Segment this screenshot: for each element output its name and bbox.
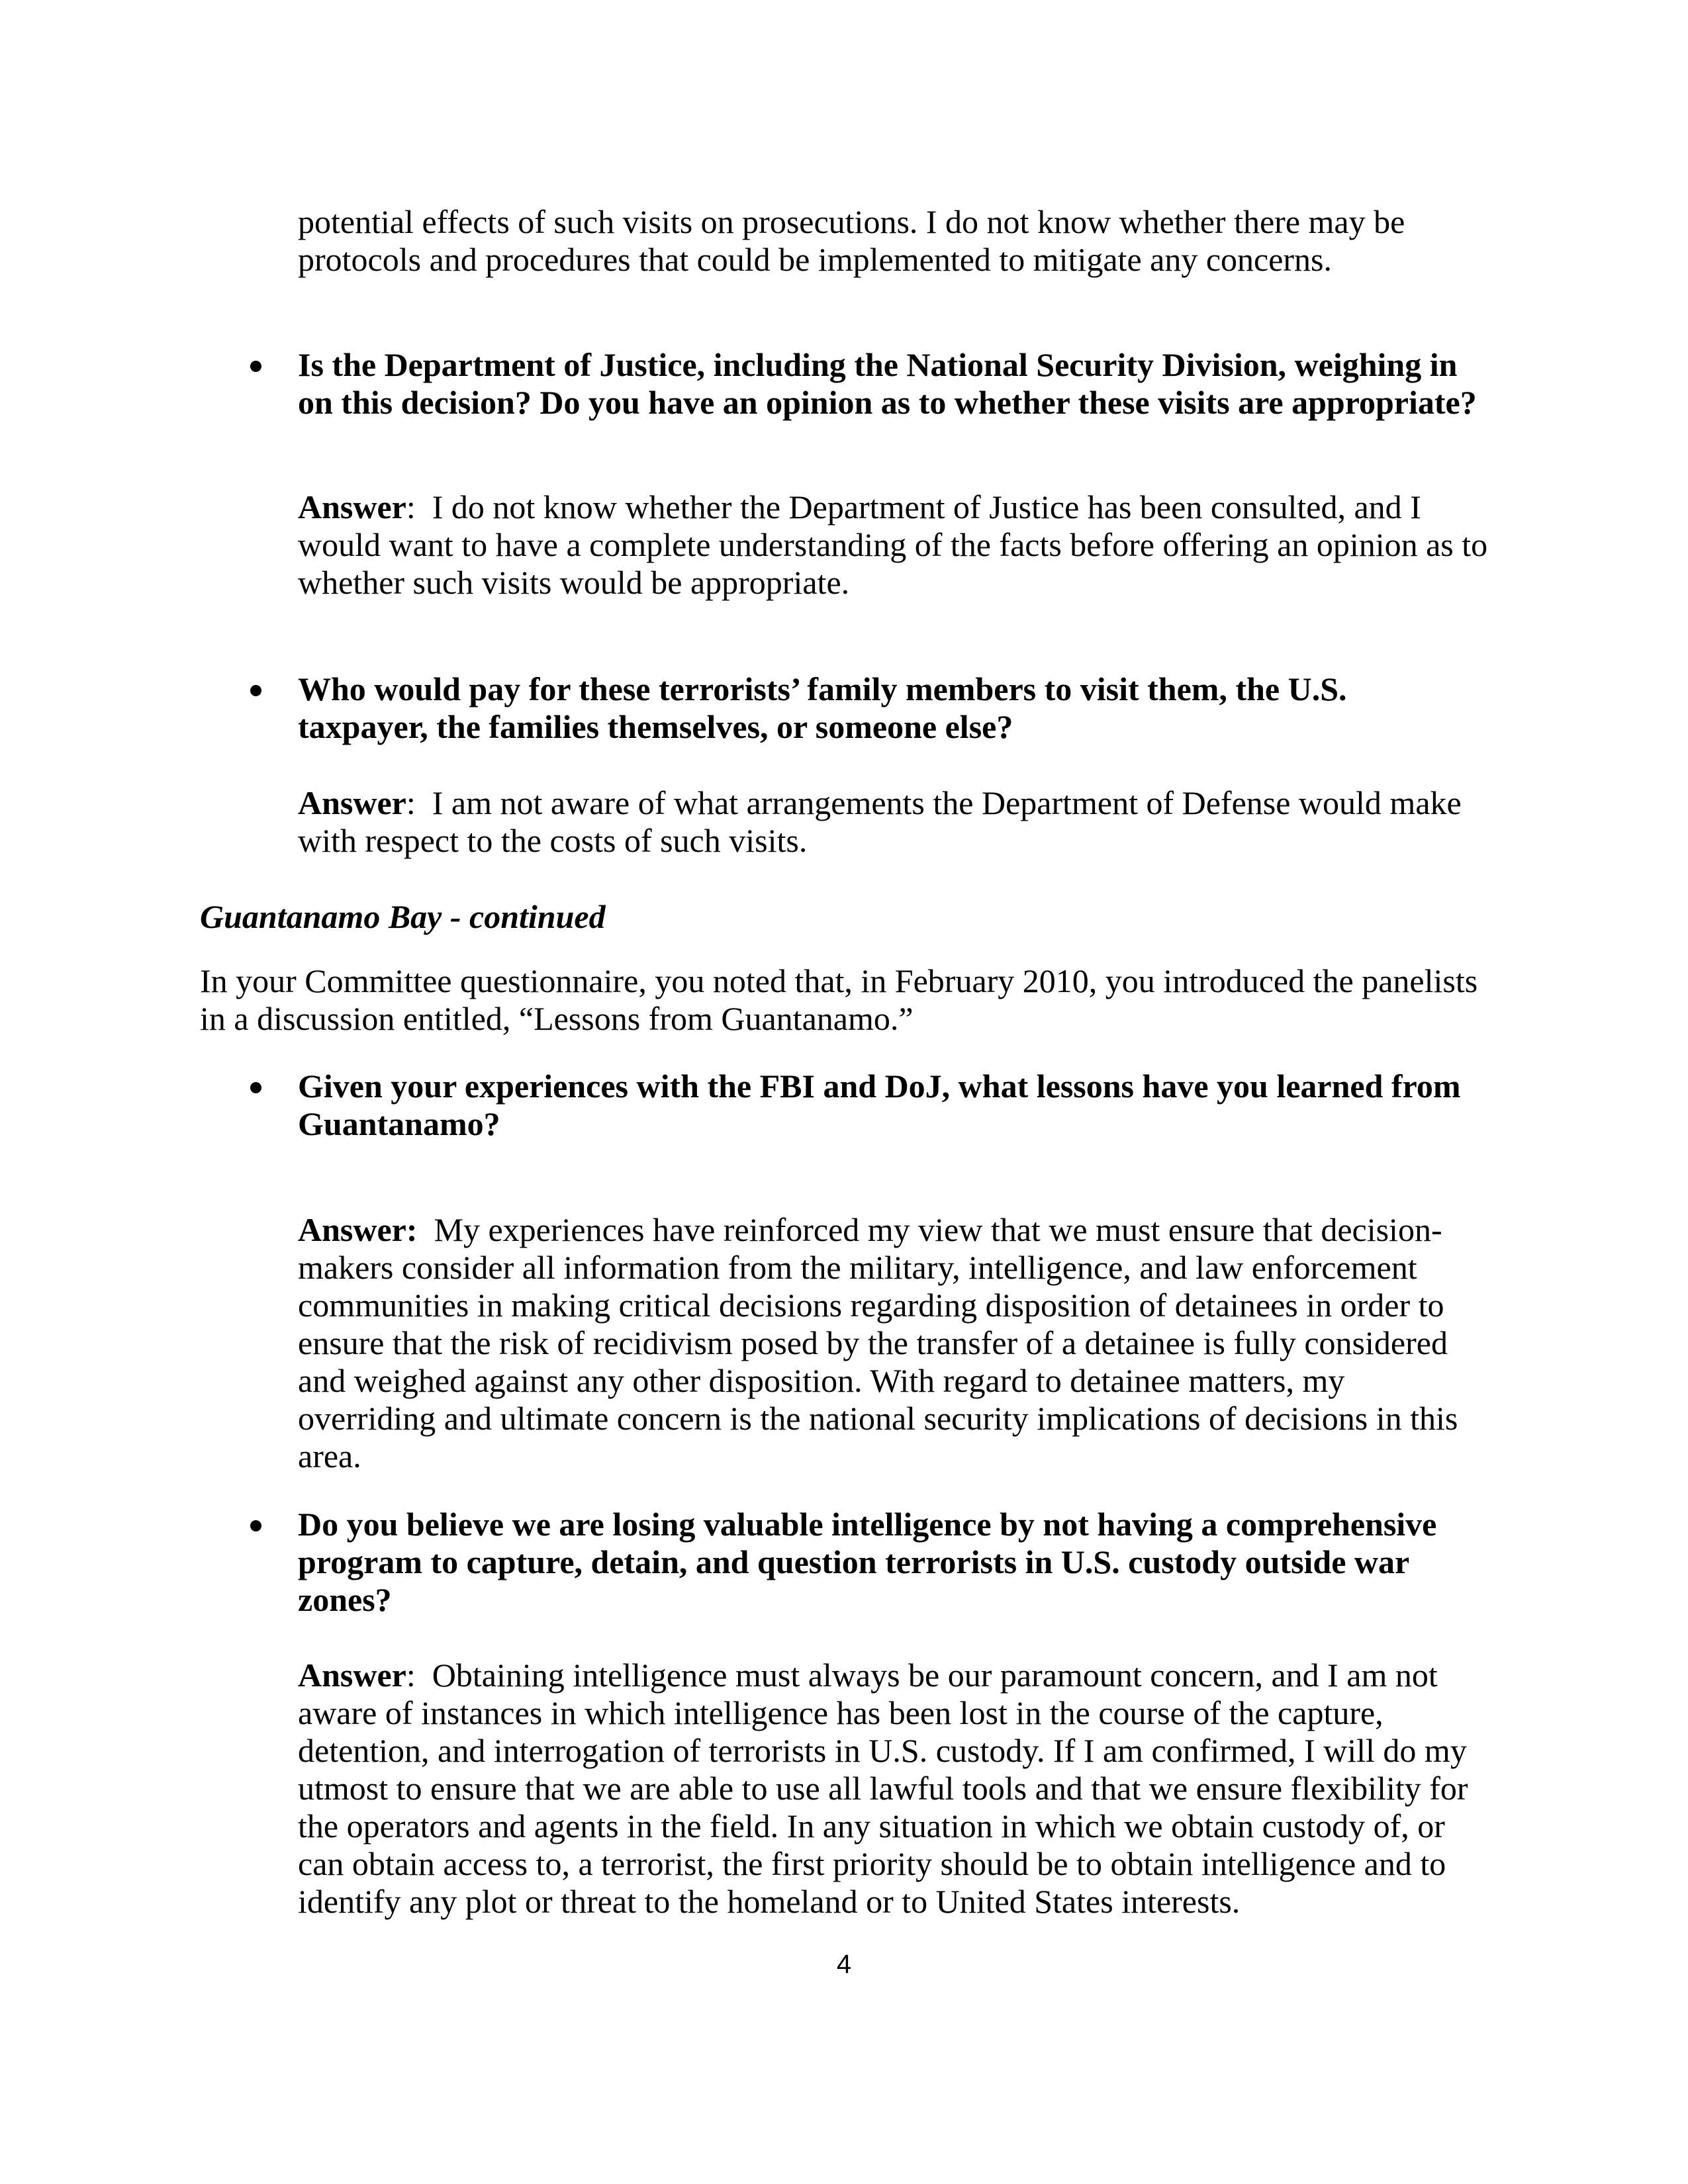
question-line: taxpayer, the families themselves, or someone else? [298,708,1013,745]
answer-line: identify any plot or threat to the homeland or to United States interests. [298,1883,1241,1920]
answer-line: whether such visits would be appropriate. [298,564,850,601]
question-4 [298,1506,1436,1619]
answer-line: the operators and agents in the field. In any situation in which we obtain custody of, or [298,1807,1445,1844]
answer-label: Answer [298,784,406,821]
text-line: protocols and procedures that could be implemented to mitigate any concerns. [298,241,1333,278]
section-heading-text: Guantanamo Bay - continued [200,898,606,935]
answer-text: My experiences have reinforced my view that we must ensure that decision- [417,1211,1442,1248]
answer-line: area. [298,1437,361,1475]
bullet-icon [250,1520,261,1531]
question-1 [298,346,1477,422]
question-line: zones? [298,1581,392,1618]
answer-line: with respect to the costs of such visits. [298,822,808,859]
answer-line: and weighed against any other disposition. With regard to detainee matters, my [298,1362,1345,1399]
question-2 [298,670,1347,746]
answer-line: would want to have a complete understanding of the facts before offering an opinion as to [298,526,1488,563]
answer-line: ensure that the risk of recidivism posed by the transfer of a detainee is fully considered [298,1324,1448,1361]
question-line: program to capture, detain, and question terrorists in U.S. custody outside war [298,1543,1410,1580]
question-line: Who would pay for these terrorists’ family members to visit them, the U.S. [298,670,1347,707]
answer-line: aware of instances in which intelligence has been lost in the course of the capture, [298,1694,1383,1731]
answer-text: : I am not aware of what arrangements the Department of Defense would make [406,784,1462,821]
answer-line: makers consider all information from the military, intelligence, and law enforcement [298,1249,1417,1286]
answer-label: Answer [298,1657,406,1694]
answer-1 [298,488,1487,602]
answer-line: overriding and ultimate concern is the national security implications of decisions in this [298,1400,1458,1437]
section-heading [200,898,606,936]
answer-line: utmost to ensure that we are able to use all lawful tools and that we ensure flexibility for [298,1770,1468,1807]
text-line: In your Committee questionnaire, you noted that, in February 2010, you introduced the panelists [200,962,1478,999]
question-line: on this decision? Do you have an opinion as to whether these visits are appropriate? [298,384,1477,421]
answer-3 [298,1211,1458,1475]
question-line: Guantanamo? [298,1105,500,1142]
answer-first-line [298,488,1487,526]
question-line: Do you believe we are losing valuable intelligence by not having a comprehensive [298,1506,1437,1543]
continuation-paragraph [298,203,1405,279]
question-3 [298,1068,1461,1143]
bullet-icon [250,361,261,372]
answer-line: communities in making critical decisions regarding disposition of detainees in order to [298,1287,1444,1324]
text-line: in a discussion entitled, “Lessons from Guantanamo.” [200,1000,914,1037]
question-line: Is the Department of Justice, including the National Security Division, weighing in [298,346,1458,383]
answer-first-line [298,1657,1468,1694]
answer-text: : I do not know whether the Department of Justice has been consulted, and I [406,488,1421,525]
answer-first-line [298,784,1462,822]
bullet-icon [250,685,261,696]
answer-2 [298,784,1462,860]
answer-4 [298,1657,1468,1921]
bullet-icon [250,1082,261,1093]
answer-first-line [298,1211,1458,1249]
page-number: 4 [836,1950,852,1979]
answer-line: can obtain access to, a terrorist, the first priority should be to obtain intelligence and to [298,1845,1446,1882]
answer-text: : Obtaining intelligence must always be our paramount concern, and I am not [406,1657,1438,1694]
answer-label: Answer: [298,1211,418,1248]
answer-line: detention, and interrogation of terrorists in U.S. custody. If I am confirmed, I will do my [298,1732,1467,1769]
answer-label: Answer [298,488,406,525]
text-line: potential effects of such visits on prosecutions. I do not know whether there may be [298,203,1405,240]
question-line: Given your experiences with the FBI and DoJ, what lessons have you learned from [298,1068,1461,1105]
section-intro [200,962,1477,1038]
